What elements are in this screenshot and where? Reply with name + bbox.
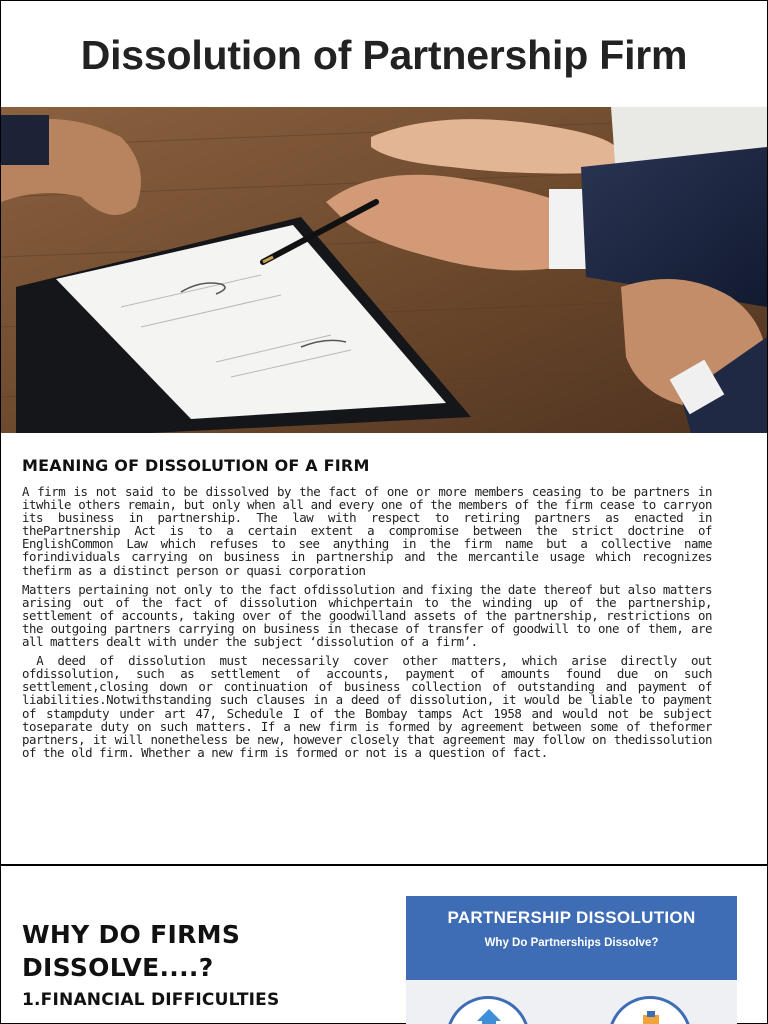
- why-heading: WHY DO FIRMS DISSOLVE....?: [22, 920, 241, 982]
- why-item-financial: 1.FINANCIAL DIFFICULTIES: [22, 990, 280, 1010]
- meaning-paragraph-2: Matters pertaining not only to the fact ofdissolution and fixing the date thereof but also matters arising out of the fact of dissolution whichpertain to the winding up of the partnership, settlement of accounts, taking over of the goodwilland assets of the partnership, restrictions on the outgoing partners carrying on business in thecase of transfer of goodwill to one of them, are all matters dealt with under the subject ‘dissolution of a firm’.: [22, 581, 712, 650]
- partnership-infographic: [406, 896, 737, 1024]
- meaning-section: [22, 440, 720, 765]
- title-bar: [0, 0, 768, 106]
- clipboard-icon: [608, 996, 692, 1024]
- page-title: Dissolution of Partnership Firm: [80, 31, 688, 78]
- infographic-subtitle: Why Do Partnerships Dissolve?: [484, 937, 659, 949]
- signing-contract-photo: [1, 107, 767, 433]
- infographic-title: PARTNERSHIP DISSOLUTION: [447, 908, 696, 927]
- infographic-banner: [406, 896, 737, 980]
- meaning-heading: MEANING OF DISSOLUTION OF A FIRM: [22, 456, 370, 475]
- meaning-paragraph-3: A deed of dissolution must necessarily cover other matters, which arise directly out ofdissolution, such as settlement of accounts, payment of amounts found due on such settlement,closing down or continuation of business collection of outstanding and payment of liabilities.Notwithstanding such clauses in a deed of dissolution, it would be liable to payment of stampduty under art 47, Schedule I of the Bombay tamps Act 1958 and would not be subject toseparate duty on such matters. If a new firm is formed by agreement between some of theformer partners, it will nonetheless be new, however closely that agreement may follow on thedissolution of the old firm. Whether a new firm is formed or not is a question of fact.: [22, 653, 720, 760]
- section-divider: [0, 864, 768, 866]
- house-icon: [446, 996, 530, 1024]
- meaning-paragraph-1: A firm is not said to be dissolved by the fact of one or more members ceasing to be partners in itwhile others remain, but only when all and every one of the members of the firm cease to carryon its business in partnership. The law with respect to retiring partners as enacted in thePartnership Act is to a certain extent a compromise between the strict doctrine of EnglishCommon Law which refuses to see anything in the firm name but a collective name forindividuals carrying on business in partnership and the mercantile usage which recognizes thefirm as a distinct person or quasi corporation: [22, 484, 712, 578]
- why-section: [22, 918, 362, 1010]
